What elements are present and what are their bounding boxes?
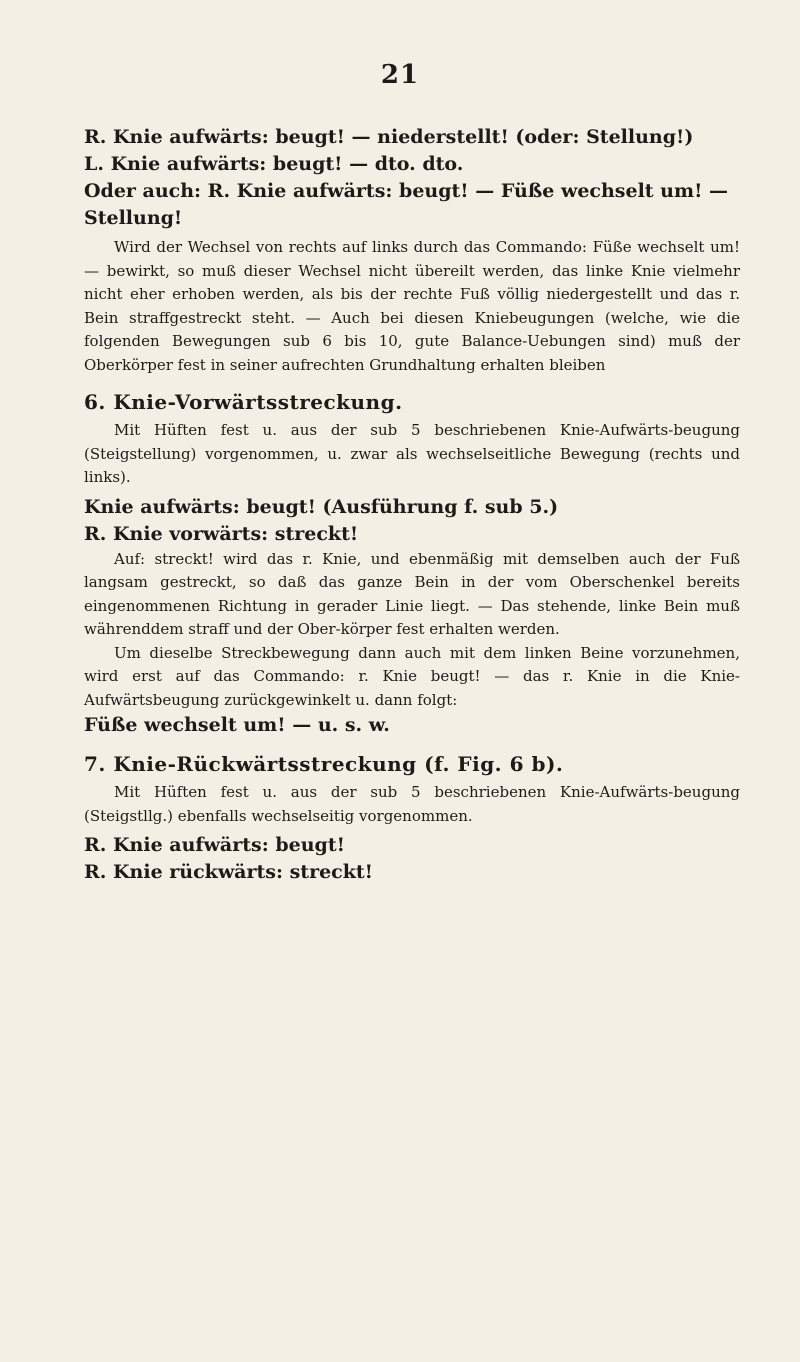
section-7-intro: Mit Hüften fest u. aus der sub 5 beschriebenen Knie-Aufwärts-beugung (Steigstllg.) ebenfalls wechselseitig vorgenommen. bbox=[84, 783, 740, 825]
command-line-3: Oder auch: R. Knie aufwärts: beugt! — Füße wechselt um! — Stellung! bbox=[84, 180, 729, 229]
section-6-command-2: R. Knie vorwärts: streckt! bbox=[84, 522, 359, 545]
section-6-command-3: Füße wechselt um! — u. s. w. bbox=[84, 714, 390, 736]
section-6-heading: 6. Knie-Vorwärtsstreckung. bbox=[84, 390, 403, 414]
page-number: 21 bbox=[380, 60, 420, 90]
section-7-heading: 7. Knie-Rückwärtsstreckung (f. Fig. 6 b). bbox=[84, 752, 564, 776]
section-6-paragraph-a: Auf: streckt! wird das r. Knie, und ebenmäßig mit demselben auch der Fuß langsam gestreckt, so daß das ganze Bein in der vom Oberschenkel bereits eingenommenen Richtung in gerader Linie liegt. — Das stehende, linke Bein muß währenddem straff und der Ober-körper fest erhalten werden. bbox=[84, 549, 740, 638]
paragraph-wechsel: Wird der Wechsel von rechts auf links durch das Commando: Füße wechselt um! — bewirkt, so muß dieser Wechsel nicht übereilt werden, das linke Knie vielmehr nicht eher erhoben werden, als bis der rechte Fuß völlig niedergestellt und das r. Bein straffgestreckt steht. — Auch bei diesen Kniebeugungen (welche, wie die folgenden Bewegungen sub 6 bis 10, gute Balance-Uebungen sind) muß der Oberkörper fest in seiner aufrechten Grundhaltung erhalten bleiben bbox=[84, 238, 740, 374]
section-6-paragraph-b: Um dieselbe Streckbewegung dann auch mit dem linken Beine vorzunehmen, wird erst auf das Commando: r. Knie beugt! — das r. Knie in die Knie-Aufwärtsbeugung zurückgewinkelt u. dann folgt: bbox=[84, 643, 740, 709]
section-7-command-2: R. Knie rückwärts: streckt! bbox=[84, 861, 374, 883]
page-content bbox=[84, 124, 740, 886]
section-6-command-1: Knie aufwärts: beugt! (Ausführung f. sub 5.) bbox=[84, 495, 559, 518]
section-7-command-1: R. Knie aufwärts: beugt! bbox=[84, 834, 345, 856]
section-6-intro: Mit Hüften fest u. aus der sub 5 beschriebenen Knie-Aufwärts-beugung (Steigstellung) vorgenommen, u. zwar als wechselseitliche Bewegung (rechts und links). bbox=[84, 421, 740, 486]
command-line-1: R. Knie aufwärts: beugt! — niederstellt! (oder: Stellung!) bbox=[84, 126, 694, 148]
command-line-2: L. Knie aufwärts: beugt! — dto. dto. bbox=[84, 153, 464, 175]
